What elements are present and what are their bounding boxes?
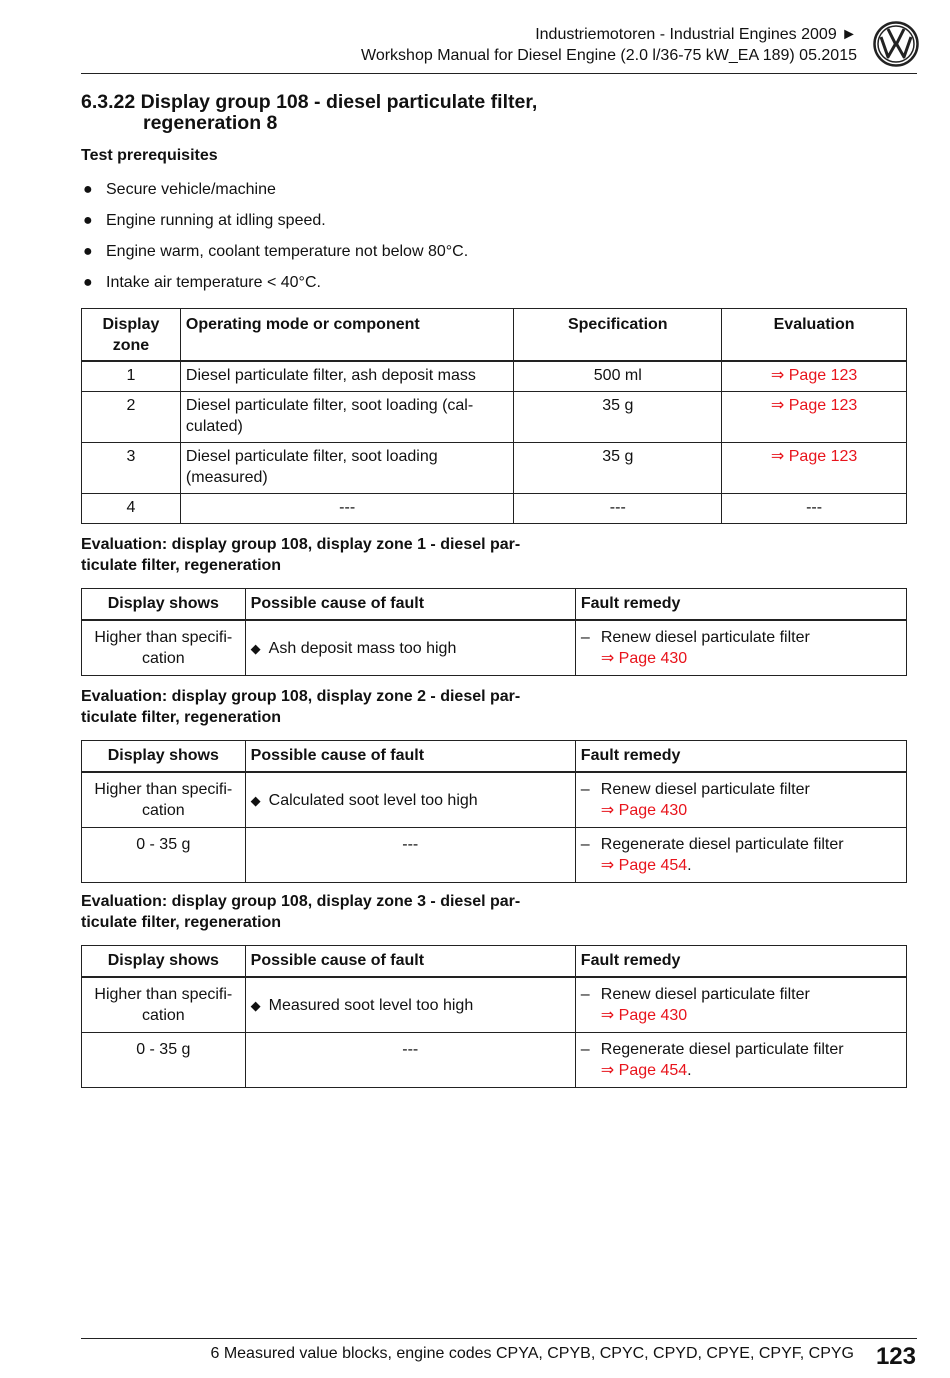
evaluation-heading-zone-1: Evaluation: display group 108, display zone 1 - diesel par-ticulate filter, regeneration [81, 536, 521, 574]
remedy-cell: – Renew diesel particulate filter ⇒ Page 430 [575, 620, 906, 676]
vw-logo-icon [873, 21, 919, 67]
table-row [82, 392, 907, 443]
column-header: Display shows [82, 589, 246, 621]
table-row [82, 361, 907, 392]
bullet-icon: ● [83, 274, 93, 291]
column-header: Evaluation [722, 309, 907, 362]
section-title [81, 92, 641, 134]
remedy-link[interactable]: ⇒ Page 454 [600, 1062, 688, 1079]
table-row [82, 772, 907, 828]
spec-cell: 35 g [514, 443, 722, 494]
remedy-link[interactable]: ⇒ Page 454 [600, 857, 688, 874]
bullet-icon: ● [83, 212, 93, 229]
diamond-bullet-icon: ◆ [250, 640, 261, 656]
running-header [361, 24, 857, 66]
display-shows-cell: Higher than specifi-cation [82, 772, 246, 828]
spec-cell: 500 ml [514, 361, 722, 392]
column-header: Possible cause of fault [245, 946, 575, 978]
table-row [82, 977, 907, 1033]
display-shows-cell: Higher than specifi-cation [82, 620, 246, 676]
remedy-cell: – Regenerate diesel particulate filter ⇒ Page 454. [575, 1033, 906, 1088]
table-header-row [82, 309, 907, 362]
evaluation-heading-zone-2: Evaluation: display group 108, display zone 2 - diesel par-ticulate filter, regeneration [81, 688, 521, 726]
header-line-2: Workshop Manual for Diesel Engine (2.0 l/36-75 kW_EA 189) 05.2015 [361, 47, 857, 64]
bullet-icon: ● [83, 181, 93, 198]
section-title-line-1: Display group 108 - diesel particulate filter, [140, 91, 538, 113]
diamond-bullet-icon: ◆ [250, 792, 261, 808]
component-cell: --- [180, 494, 513, 524]
column-header: Possible cause of fault [245, 589, 575, 621]
fault-table-zone-2 [81, 740, 907, 883]
evaluation-heading-zone-3: Evaluation: display group 108, display zone 3 - diesel par-ticulate filter, regeneration [81, 893, 521, 931]
spec-cell: --- [514, 494, 722, 524]
section-number: 6.3.22 [81, 91, 136, 113]
list-item: ● Secure vehicle/machine [83, 181, 276, 198]
evaluation-link[interactable]: ⇒ Page 123 [722, 392, 907, 443]
evaluation-link[interactable]: ⇒ Page 123 [722, 443, 907, 494]
table-row [82, 1033, 907, 1088]
column-header: Fault remedy [575, 589, 906, 621]
diamond-bullet-icon: ◆ [250, 997, 261, 1013]
header-divider [81, 73, 917, 74]
table-header-row [82, 589, 907, 621]
dash-bullet-icon: – [580, 781, 590, 798]
footer-chapter: 6 Measured value blocks, engine codes CPYA, CPYB, CPYC, CPYD, CPYE, CPYF, CPYG [210, 1345, 854, 1362]
fault-table-zone-3 [81, 945, 907, 1088]
footer-divider [81, 1338, 917, 1339]
zone-cell: 3 [82, 443, 181, 494]
table-row [82, 828, 907, 883]
table-header-row [82, 741, 907, 773]
prerequisites-list [81, 180, 468, 304]
column-header: Possible cause of fault [245, 741, 575, 773]
table-header-row [82, 946, 907, 978]
remedy-cell: – Regenerate diesel particulate filter ⇒ Page 454. [575, 828, 906, 883]
spec-cell: 35 g [514, 392, 722, 443]
cause-cell: ◆ Measured soot level too high [245, 977, 575, 1033]
list-item: ● Engine warm, coolant temperature not below 80°C. [83, 243, 469, 260]
specification-table [81, 308, 907, 524]
evaluation-cell: --- [722, 494, 907, 524]
remedy-cell: – Renew diesel particulate filter ⇒ Page 430 [575, 977, 906, 1033]
column-header: Display shows [82, 741, 246, 773]
page-number: 123 [875, 1343, 916, 1370]
component-cell: Diesel particulate filter, ash deposit mass [180, 361, 513, 392]
section-title-line-2: regeneration 8 [143, 112, 278, 134]
column-header: Display zone [82, 309, 181, 362]
dash-bullet-icon: – [580, 986, 590, 1003]
prerequisites-heading: Test prerequisites [81, 147, 218, 164]
fault-table-zone-1 [81, 588, 907, 676]
dash-bullet-icon: – [580, 836, 590, 853]
list-item: ● Engine running at idling speed. [83, 212, 326, 229]
display-shows-cell: Higher than specifi-cation [82, 977, 246, 1033]
column-header: Display shows [82, 946, 246, 978]
table-row [82, 443, 907, 494]
zone-cell: 2 [82, 392, 181, 443]
cause-cell: ◆ Calculated soot level too high [245, 772, 575, 828]
remedy-link[interactable]: ⇒ Page 430 [600, 1007, 688, 1024]
column-header: Specification [514, 309, 722, 362]
table-row [82, 620, 907, 676]
component-cell: Diesel particulate filter, soot loading (measured) [180, 443, 513, 494]
table-row [82, 494, 907, 524]
zone-cell: 4 [82, 494, 181, 524]
list-item: ● Intake air temperature < 40°C. [83, 274, 321, 291]
display-shows-cell: 0 - 35 g [82, 828, 246, 883]
zone-cell: 1 [82, 361, 181, 392]
cause-cell: ◆ Ash deposit mass too high [245, 620, 575, 676]
cause-cell: --- [245, 828, 575, 883]
remedy-link[interactable]: ⇒ Page 430 [600, 650, 688, 667]
column-header: Operating mode or component [180, 309, 513, 362]
cause-cell: --- [245, 1033, 575, 1088]
component-cell: Diesel particulate filter, soot loading (cal-culated) [180, 392, 513, 443]
dash-bullet-icon: – [580, 629, 590, 646]
evaluation-link[interactable]: ⇒ Page 123 [722, 361, 907, 392]
header-line-1: Industriemotoren - Industrial Engines 2009 ► [535, 26, 857, 43]
display-shows-cell: 0 - 35 g [82, 1033, 246, 1088]
column-header: Fault remedy [575, 741, 906, 773]
bullet-icon: ● [83, 243, 93, 260]
dash-bullet-icon: – [580, 1041, 590, 1058]
column-header: Fault remedy [575, 946, 906, 978]
remedy-cell: – Renew diesel particulate filter ⇒ Page 430 [575, 772, 906, 828]
remedy-link[interactable]: ⇒ Page 430 [600, 802, 688, 819]
